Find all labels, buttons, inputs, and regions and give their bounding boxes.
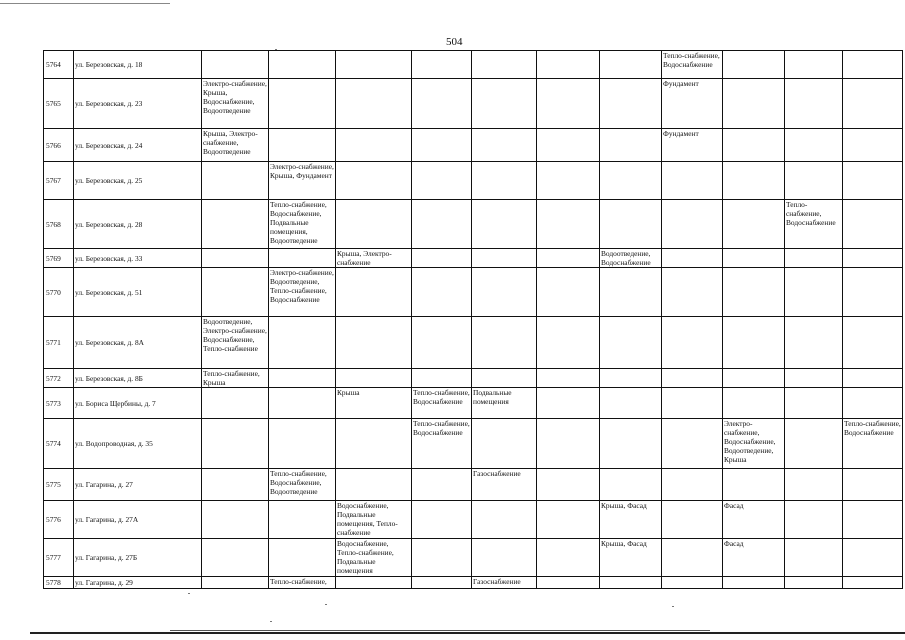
work-type-cell bbox=[472, 249, 537, 268]
work-type-cell bbox=[336, 79, 412, 129]
row-address: ул. Березовская, д. 23 bbox=[74, 79, 202, 129]
row-number: 5766 bbox=[44, 129, 74, 162]
work-type-cell bbox=[662, 249, 723, 268]
row-address: ул. Березовская, д. 51 bbox=[74, 268, 202, 317]
work-type-cell bbox=[843, 501, 903, 539]
work-type-cell bbox=[269, 249, 336, 268]
work-type-cell bbox=[336, 200, 412, 249]
row-address: ул. Гагарина, д. 27А bbox=[74, 501, 202, 539]
work-type-cell bbox=[202, 419, 269, 469]
work-type-cell bbox=[472, 268, 537, 317]
work-type-cell: Тепло-снабжение, Водоснабжение bbox=[785, 200, 843, 249]
row-address: ул. Водопроводная, д. 35 bbox=[74, 419, 202, 469]
work-type-cell bbox=[336, 268, 412, 317]
work-type-cell bbox=[723, 469, 785, 501]
work-type-cell bbox=[336, 419, 412, 469]
row-number: 5774 bbox=[44, 419, 74, 469]
work-type-cell bbox=[723, 129, 785, 162]
work-type-cell: Фасад bbox=[723, 501, 785, 539]
work-type-cell bbox=[537, 317, 600, 369]
work-type-cell bbox=[843, 388, 903, 419]
work-type-cell: Водоснабжение, Подвальные помещения, Тепло-снабжение bbox=[336, 501, 412, 539]
work-type-cell bbox=[537, 469, 600, 501]
work-type-cell bbox=[785, 539, 843, 577]
work-type-cell: Крыша, Фасад bbox=[600, 539, 662, 577]
row-number: 5770 bbox=[44, 268, 74, 317]
work-type-cell bbox=[785, 79, 843, 129]
work-type-cell: Тепло-снабжение, Крыша bbox=[202, 369, 269, 388]
work-type-cell bbox=[472, 501, 537, 539]
row-number: 5776 bbox=[44, 501, 74, 539]
row-address: ул. Березовская, д. 28 bbox=[74, 200, 202, 249]
work-type-cell bbox=[537, 419, 600, 469]
table-row bbox=[44, 317, 903, 369]
work-type-cell bbox=[269, 539, 336, 577]
work-type-cell bbox=[785, 162, 843, 200]
work-type-cell bbox=[843, 162, 903, 200]
work-type-cell bbox=[336, 162, 412, 200]
bottom-scan-rule bbox=[30, 632, 905, 634]
work-type-cell: Подвальные помещения bbox=[472, 388, 537, 419]
work-type-cell bbox=[723, 317, 785, 369]
row-address: ул. Гагарина, д. 29 bbox=[74, 577, 202, 589]
work-type-cell bbox=[723, 577, 785, 589]
work-type-cell bbox=[336, 317, 412, 369]
row-number: 5777 bbox=[44, 539, 74, 577]
work-type-cell: Тепло-снабжение, Водоснабжение bbox=[412, 388, 472, 419]
work-type-cell bbox=[412, 369, 472, 388]
work-type-cell bbox=[537, 200, 600, 249]
work-type-cell bbox=[412, 51, 472, 79]
work-type-cell bbox=[723, 369, 785, 388]
work-type-cell bbox=[600, 51, 662, 79]
work-type-cell bbox=[843, 539, 903, 577]
work-type-cell bbox=[336, 577, 412, 589]
row-address: ул. Гагарина, д. 27 bbox=[74, 469, 202, 501]
scan-speck bbox=[325, 604, 327, 605]
scan-speck bbox=[188, 593, 190, 594]
work-type-cell bbox=[269, 129, 336, 162]
row-number: 5765 bbox=[44, 79, 74, 129]
work-type-cell bbox=[537, 539, 600, 577]
work-type-cell bbox=[336, 469, 412, 501]
work-type-cell bbox=[662, 268, 723, 317]
work-type-cell bbox=[412, 268, 472, 317]
work-type-cell bbox=[662, 200, 723, 249]
work-type-cell bbox=[843, 249, 903, 268]
work-type-cell bbox=[723, 51, 785, 79]
work-type-cell bbox=[202, 388, 269, 419]
work-type-cell bbox=[843, 200, 903, 249]
table-row bbox=[44, 162, 903, 200]
work-type-cell bbox=[537, 577, 600, 589]
work-type-cell: Газоснабжение bbox=[472, 577, 537, 589]
work-type-cell: Водоотведение, Водоснабжение bbox=[600, 249, 662, 268]
row-number: 5767 bbox=[44, 162, 74, 200]
work-type-cell bbox=[412, 539, 472, 577]
row-number: 5773 bbox=[44, 388, 74, 419]
work-type-cell: Электро-снабжение, Крыша, Фундамент bbox=[269, 162, 336, 200]
work-type-cell bbox=[600, 469, 662, 501]
work-type-cell bbox=[723, 200, 785, 249]
work-type-cell bbox=[336, 369, 412, 388]
work-type-cell bbox=[336, 129, 412, 162]
row-number: 5772 bbox=[44, 369, 74, 388]
work-type-cell bbox=[412, 501, 472, 539]
work-type-cell bbox=[269, 51, 336, 79]
work-type-cell bbox=[472, 200, 537, 249]
work-type-cell bbox=[843, 268, 903, 317]
work-type-cell bbox=[412, 79, 472, 129]
work-type-cell bbox=[600, 268, 662, 317]
scan-speck bbox=[270, 621, 272, 622]
work-type-cell bbox=[843, 129, 903, 162]
work-type-cell bbox=[269, 317, 336, 369]
work-type-cell: Крыша, Фасад bbox=[600, 501, 662, 539]
work-type-cell bbox=[472, 129, 537, 162]
work-type-cell bbox=[843, 317, 903, 369]
page-number: 504 bbox=[446, 36, 463, 48]
work-type-cell bbox=[412, 249, 472, 268]
work-type-cell bbox=[537, 51, 600, 79]
work-type-cell bbox=[600, 200, 662, 249]
work-type-cell bbox=[723, 162, 785, 200]
work-type-cell bbox=[600, 79, 662, 129]
work-type-cell bbox=[785, 577, 843, 589]
work-type-cell: Тепло-снабжение, Водоснабжение, Подвальные помещения, Водоотведение bbox=[269, 200, 336, 249]
repair-schedule-table bbox=[43, 50, 903, 589]
scan-speck bbox=[672, 606, 674, 607]
work-type-cell: Газоснабжение bbox=[472, 469, 537, 501]
work-type-cell bbox=[202, 539, 269, 577]
work-type-cell bbox=[600, 388, 662, 419]
work-type-cell bbox=[537, 501, 600, 539]
work-type-cell bbox=[723, 268, 785, 317]
row-address: ул. Березовская, д. 8А bbox=[74, 317, 202, 369]
row-address: ул. Гагарина, д. 27Б bbox=[74, 539, 202, 577]
table-row bbox=[44, 469, 903, 501]
work-type-cell bbox=[537, 129, 600, 162]
table-row bbox=[44, 501, 903, 539]
work-type-cell: Крыша bbox=[336, 388, 412, 419]
bottom-scan-rule-secondary bbox=[170, 630, 710, 631]
row-number: 5778 bbox=[44, 577, 74, 589]
work-type-cell: Тепло-снабжение, Водоснабжение bbox=[412, 419, 472, 469]
work-type-cell bbox=[537, 369, 600, 388]
row-address: ул. Березовская, д. 18 bbox=[74, 51, 202, 79]
work-type-cell bbox=[600, 369, 662, 388]
row-number: 5768 bbox=[44, 200, 74, 249]
work-type-cell bbox=[202, 577, 269, 589]
work-type-cell bbox=[600, 317, 662, 369]
row-address: ул. Бориса Щербины, д. 7 bbox=[74, 388, 202, 419]
work-type-cell bbox=[662, 419, 723, 469]
work-type-cell: Тепло-снабжение, Водоснабжение bbox=[662, 51, 723, 79]
table-row bbox=[44, 249, 903, 268]
work-type-cell bbox=[269, 501, 336, 539]
work-type-cell: Водоотведение, Электро-снабжение, Водоснабжение, Тепло-снабжение bbox=[202, 317, 269, 369]
work-type-cell bbox=[202, 249, 269, 268]
work-type-cell bbox=[785, 388, 843, 419]
table-row bbox=[44, 79, 903, 129]
row-number: 5771 bbox=[44, 317, 74, 369]
work-type-cell: Крыша, Электро-снабжение, Водоотведение bbox=[202, 129, 269, 162]
work-type-cell bbox=[662, 539, 723, 577]
work-type-cell bbox=[723, 79, 785, 129]
work-type-cell bbox=[412, 577, 472, 589]
work-type-cell bbox=[600, 577, 662, 589]
work-type-cell bbox=[202, 501, 269, 539]
row-address: ул. Березовская, д. 8Б bbox=[74, 369, 202, 388]
work-type-cell bbox=[412, 200, 472, 249]
work-type-cell bbox=[202, 469, 269, 501]
row-address: ул. Березовская, д. 25 bbox=[74, 162, 202, 200]
work-type-cell bbox=[269, 79, 336, 129]
table-row bbox=[44, 388, 903, 419]
work-type-cell bbox=[662, 317, 723, 369]
work-type-cell bbox=[600, 419, 662, 469]
work-type-cell bbox=[662, 162, 723, 200]
work-type-cell bbox=[412, 317, 472, 369]
work-type-cell bbox=[412, 162, 472, 200]
work-type-cell bbox=[843, 51, 903, 79]
work-type-cell bbox=[412, 469, 472, 501]
table-row bbox=[44, 129, 903, 162]
row-address: ул. Березовская, д. 33 bbox=[74, 249, 202, 268]
table-row bbox=[44, 200, 903, 249]
top-edge-line bbox=[0, 3, 170, 4]
work-type-cell bbox=[537, 388, 600, 419]
work-type-cell bbox=[843, 79, 903, 129]
table-body bbox=[44, 51, 903, 589]
work-type-cell bbox=[785, 249, 843, 268]
work-type-cell bbox=[843, 577, 903, 589]
work-type-cell bbox=[537, 249, 600, 268]
scan-speck bbox=[275, 49, 277, 50]
work-type-cell bbox=[202, 51, 269, 79]
work-type-cell bbox=[785, 369, 843, 388]
table-row bbox=[44, 419, 903, 469]
table-row bbox=[44, 577, 903, 589]
work-type-cell bbox=[600, 162, 662, 200]
work-type-cell bbox=[785, 501, 843, 539]
row-number: 5775 bbox=[44, 469, 74, 501]
work-type-cell bbox=[662, 469, 723, 501]
work-type-cell bbox=[662, 577, 723, 589]
work-type-cell bbox=[472, 162, 537, 200]
work-type-cell bbox=[336, 51, 412, 79]
work-type-cell bbox=[785, 317, 843, 369]
work-type-cell: Тепло-снабжение, Водоснабжение bbox=[843, 419, 903, 469]
work-type-cell bbox=[785, 419, 843, 469]
work-type-cell bbox=[785, 129, 843, 162]
work-type-cell bbox=[662, 501, 723, 539]
work-type-cell: Электро-снабжение, Водоотведение, Тепло-снабжение, Водоснабжение bbox=[269, 268, 336, 317]
work-type-cell: Фасад bbox=[723, 539, 785, 577]
table-row bbox=[44, 539, 903, 577]
work-type-cell bbox=[269, 369, 336, 388]
work-type-cell bbox=[202, 200, 269, 249]
work-type-cell: Тепло-снабжение, Водоснабжение, Водоотведение bbox=[269, 469, 336, 501]
work-type-cell bbox=[537, 268, 600, 317]
work-type-cell: Крыша, Электро-снабжение bbox=[336, 249, 412, 268]
work-type-cell bbox=[202, 162, 269, 200]
work-type-cell bbox=[600, 129, 662, 162]
row-number: 5769 bbox=[44, 249, 74, 268]
work-type-cell bbox=[472, 79, 537, 129]
work-type-cell bbox=[472, 539, 537, 577]
work-type-cell bbox=[785, 51, 843, 79]
work-type-cell bbox=[202, 268, 269, 317]
table-row bbox=[44, 369, 903, 388]
work-type-cell: Тепло-снабжение, bbox=[269, 577, 336, 589]
work-type-cell bbox=[537, 162, 600, 200]
work-type-cell: Электро-снабжение, Крыша, Водоснабжение, Водоотведение bbox=[202, 79, 269, 129]
work-type-cell bbox=[723, 249, 785, 268]
work-type-cell bbox=[785, 469, 843, 501]
work-type-cell bbox=[785, 268, 843, 317]
work-type-cell bbox=[269, 419, 336, 469]
table-row bbox=[44, 268, 903, 317]
work-type-cell bbox=[537, 79, 600, 129]
work-type-cell bbox=[472, 419, 537, 469]
work-type-cell: Водоснабжение, Тепло-снабжение, Подвальные помещения bbox=[336, 539, 412, 577]
work-type-cell bbox=[662, 369, 723, 388]
work-type-cell bbox=[472, 369, 537, 388]
work-type-cell: Фундамент bbox=[662, 79, 723, 129]
work-type-cell bbox=[662, 388, 723, 419]
work-type-cell bbox=[723, 388, 785, 419]
work-type-cell bbox=[843, 469, 903, 501]
work-type-cell bbox=[843, 369, 903, 388]
work-type-cell bbox=[472, 51, 537, 79]
row-address: ул. Березовская, д. 24 bbox=[74, 129, 202, 162]
work-type-cell: Фундамент bbox=[662, 129, 723, 162]
table-row bbox=[44, 51, 903, 79]
row-number: 5764 bbox=[44, 51, 74, 79]
work-type-cell: Электро-снабжение, Водоснабжение, Водоотведение, Крыша bbox=[723, 419, 785, 469]
work-type-cell bbox=[472, 317, 537, 369]
work-type-cell bbox=[269, 388, 336, 419]
work-type-cell bbox=[412, 129, 472, 162]
